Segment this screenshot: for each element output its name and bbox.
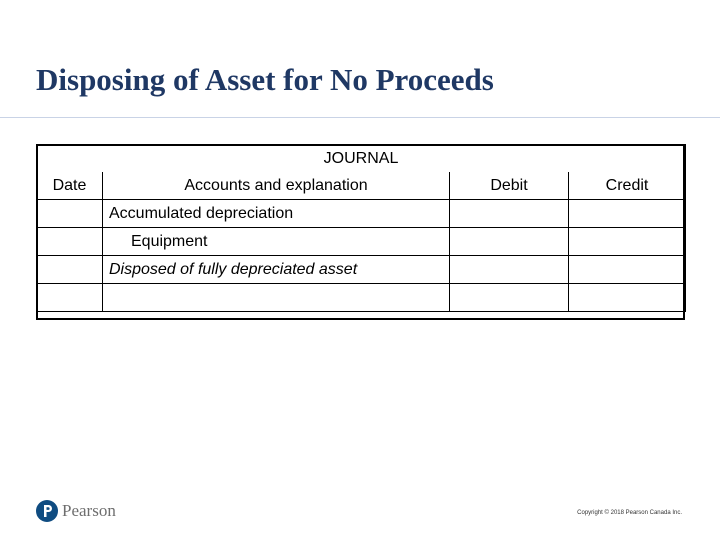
slide-title: Disposing of Asset for No Proceeds [36,62,494,97]
cell-credit [569,200,686,228]
cell-account: Equipment [103,228,450,256]
cell-account [103,284,450,312]
header-credit: Credit [569,172,686,200]
header-debit: Debit [450,172,569,200]
cell-date [37,284,103,312]
cell-debit [450,200,569,228]
table-row [37,256,686,284]
copyright-text: Copyright © 2018 Pearson Canada Inc. [577,510,682,516]
table-row [37,284,686,312]
cell-credit [569,228,686,256]
table-row [37,200,686,228]
header-date: Date [37,172,103,200]
journal-table [36,144,686,312]
table-row [37,228,686,256]
cell-credit [569,256,686,284]
pearson-logo [36,500,116,522]
title-divider [0,117,720,118]
pearson-p-icon [36,500,58,522]
cell-date [37,200,103,228]
cell-account: Accumulated depreciation [103,200,450,228]
pearson-wordmark: Pearson [62,501,116,520]
cell-debit [450,256,569,284]
header-accounts: Accounts and explanation [103,172,450,200]
journal-title: JOURNAL [37,145,686,173]
cell-debit [450,284,569,312]
cell-debit [450,228,569,256]
cell-explanation: Disposed of fully depreciated asset [103,256,450,284]
cell-date [37,256,103,284]
cell-date [37,228,103,256]
cell-credit [569,284,686,312]
